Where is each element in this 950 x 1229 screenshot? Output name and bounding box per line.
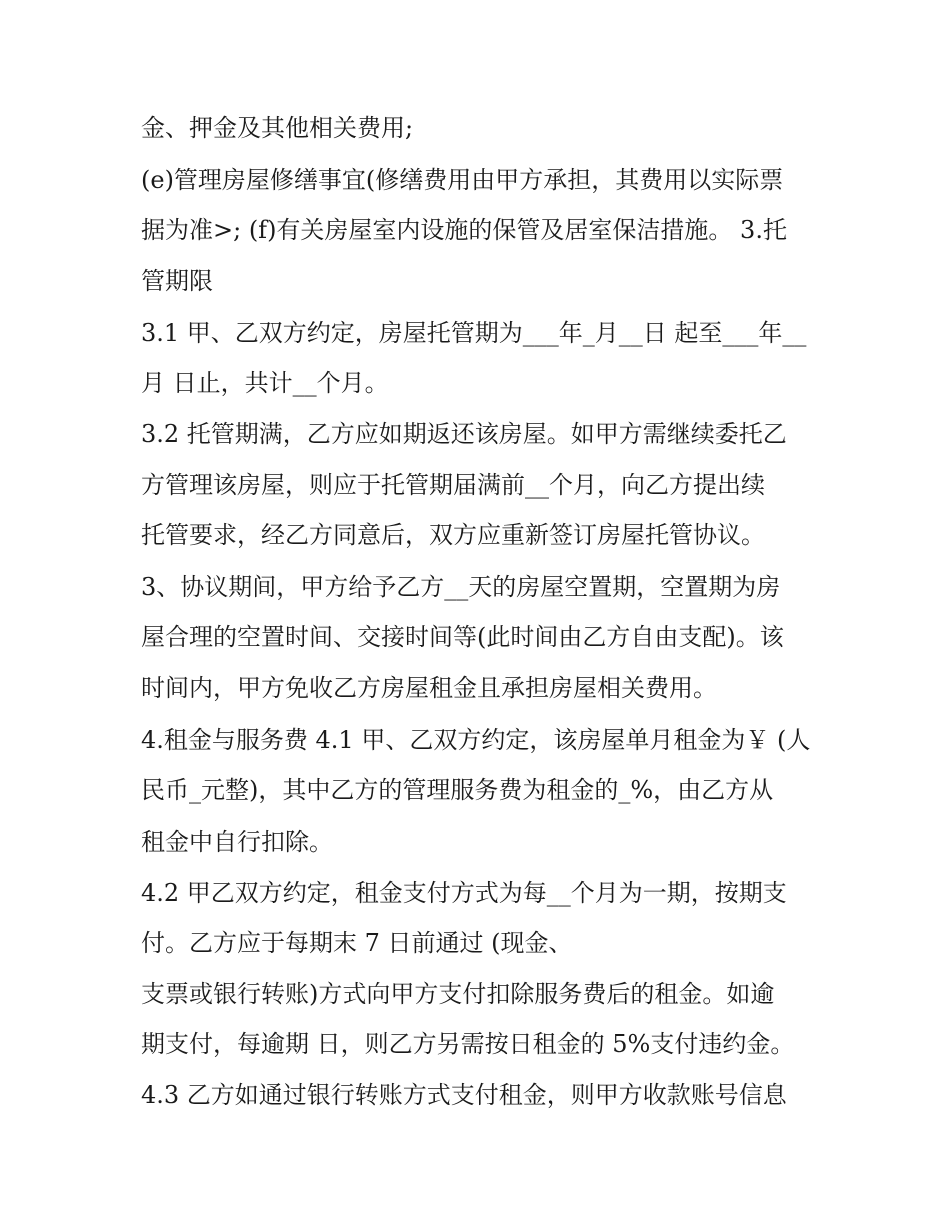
text-line: 3.2 托管期满，乙方应如期返还该房屋。如甲方需继续委托乙: [141, 420, 787, 448]
text-line: 支票或银行转账)方式向甲方支付扣除服务费后的租金。如逾: [141, 980, 775, 1008]
text-line: 3.1 甲、乙双方约定，房屋托管期为___年_月__日 起至___年__: [141, 319, 807, 347]
text-line: 托管要求，经乙方同意后，双方应重新签订房屋托管协议。: [141, 521, 765, 549]
text-line: 4.租金与服务费 4.1 甲、乙双方约定，该房屋单月租金为￥ (人: [141, 726, 811, 754]
text-line: 付。乙方应于每期末 7 日前通过 (现金、: [141, 929, 573, 957]
text-line: 管期限: [141, 267, 213, 295]
text-line: (e)管理房屋修缮事宜(修缮费用由甲方承担，其费用以实际票: [141, 166, 784, 194]
text-line: 方管理该房屋，则应于托管期届满前__个月，向乙方提出续: [141, 471, 765, 499]
text-line: 4.3 乙方如通过银行转账方式支付租金，则甲方收款账号信息: [141, 1081, 787, 1109]
text-line: 期支付，每逾期 日，则乙方另需按日租金的 5%支付违约金。: [141, 1030, 795, 1058]
text-line: 月 日止，共计__个月。: [141, 369, 389, 397]
text-line: 4.2 甲乙双方约定，租金支付方式为每__个月为一期，按期支: [141, 879, 787, 907]
text-line: 租金中自行扣除。: [141, 828, 333, 856]
text-line: 金、押金及其他相关费用;: [141, 114, 414, 142]
text-line: 屋合理的空置时间、交接时间等(此时间由乙方自由支配)。该: [141, 623, 784, 651]
text-line: 3、协议期间，甲方给予乙方__天的房屋空置期，空置期为房: [141, 573, 781, 601]
text-line: 时间内，甲方免收乙方房屋租金且承担房屋相关费用。: [141, 674, 717, 702]
text-line: 据为准>; (f)有关房屋室内设施的保管及居室保洁措施。 3.托: [141, 216, 787, 244]
text-line: 民币_元整)，其中乙方的管理服务费为租金的_%，由乙方从: [141, 776, 774, 804]
